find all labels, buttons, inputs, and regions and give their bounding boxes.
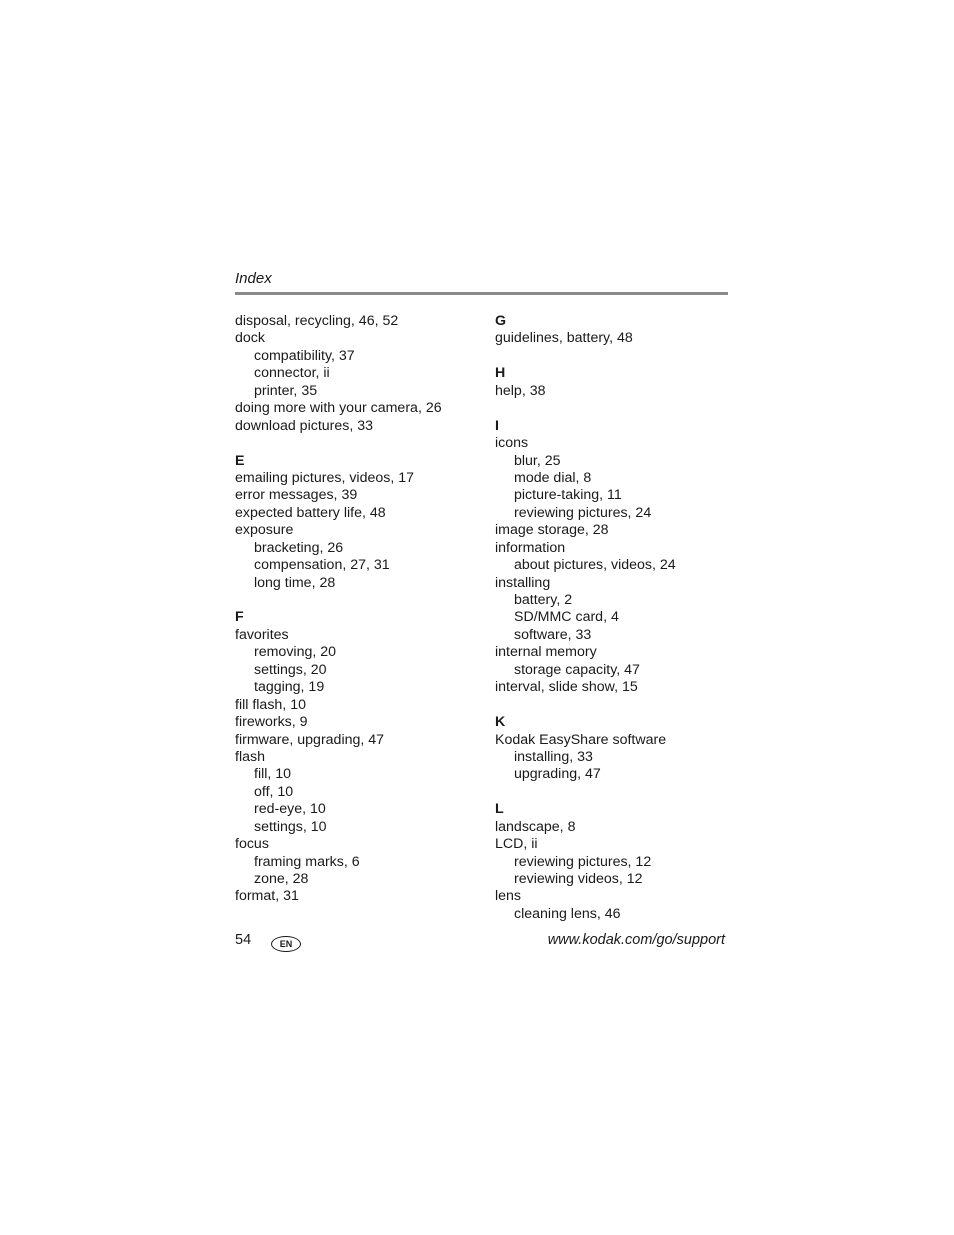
page-number: 54 (235, 932, 252, 948)
index-letter-heading: F (235, 609, 244, 626)
index-entry: installing (495, 574, 551, 591)
header-divider (235, 292, 728, 295)
index-column-right (495, 313, 735, 923)
index-spacer (235, 592, 485, 609)
index-subentry: removing, 20 (254, 644, 337, 661)
index-subentry: off, 10 (254, 783, 294, 800)
index-entry: fill flash, 10 (235, 696, 306, 713)
index-entry: landscape, 8 (495, 818, 576, 835)
index-subentry: about pictures, videos, 24 (514, 557, 676, 574)
index-entry: focus (235, 836, 269, 853)
index-entry: internal memory (495, 644, 597, 661)
index-entry: Kodak EasyShare software (495, 731, 667, 748)
index-subentry: long time, 28 (254, 574, 336, 591)
index-subentry: printer, 35 (254, 382, 318, 399)
index-subentry: fill, 10 (254, 766, 292, 783)
index-letter-heading: I (495, 417, 499, 434)
index-subentry: reviewing pictures, 24 (514, 504, 652, 521)
page-header-title: Index (235, 270, 272, 287)
index-letter-heading: E (235, 452, 245, 469)
index-subentry: settings, 10 (254, 818, 327, 835)
index-subentry: SD/MMC card, 4 (514, 609, 619, 626)
index-entry: flash (235, 748, 265, 765)
index-subentry: bracketing, 26 (254, 539, 344, 556)
index-subentry: compatibility, 37 (254, 347, 355, 364)
index-entry: LCD, ii (495, 836, 538, 853)
index-subentry: reviewing pictures, 12 (514, 853, 652, 870)
index-entry: dock (235, 330, 265, 347)
index-entry: image storage, 28 (495, 522, 609, 539)
index-subentry: compensation, 27, 31 (254, 557, 390, 574)
index-subentry: installing, 33 (514, 748, 593, 765)
index-spacer (495, 348, 735, 365)
index-entry: expected battery life, 48 (235, 504, 386, 521)
index-subentry: software, 33 (514, 626, 592, 643)
index-subentry: storage capacity, 47 (514, 661, 640, 678)
index-entry: emailing pictures, videos, 17 (235, 469, 415, 486)
index-entry: download pictures, 33 (235, 417, 374, 434)
index-subentry: reviewing videos, 12 (514, 871, 643, 887)
index-entry: error messages, 39 (235, 487, 358, 504)
index-subentry: red-eye, 10 (254, 801, 326, 818)
index-spacer (235, 435, 485, 452)
index-subentry: tagging, 19 (254, 679, 325, 696)
index-subentry: upgrading, 47 (514, 766, 601, 783)
index-entry: interval, slide show, 15 (495, 679, 638, 696)
index-entry: favorites (235, 626, 289, 643)
index-subentry: blur, 25 (514, 452, 561, 469)
index-subentry: picture-taking, 11 (514, 487, 622, 504)
index-entry: firmware, upgrading, 47 (235, 731, 385, 748)
index-letter-heading: L (495, 801, 504, 818)
index-letter-heading: K (495, 714, 506, 731)
index-entry: help, 38 (495, 382, 546, 399)
index-entry: lens (495, 888, 522, 905)
index-column-left (235, 313, 485, 906)
index-entry: disposal, recycling, 46, 52 (235, 313, 399, 329)
index-spacer (495, 697, 735, 714)
index-entry: icons (495, 435, 529, 452)
index-subentry: framing marks, 6 (254, 853, 360, 870)
index-spacer (495, 784, 735, 801)
index-subentry: zone, 28 (254, 871, 309, 887)
index-entry: doing more with your camera, 26 (235, 400, 442, 417)
index-subentry: cleaning lens, 46 (514, 905, 621, 922)
language-badge: EN (271, 936, 301, 952)
index-subentry: mode dial, 8 (514, 469, 592, 486)
index-entry: exposure (235, 522, 294, 539)
index-entry: guidelines, battery, 48 (495, 330, 633, 347)
index-subentry: settings, 20 (254, 661, 327, 678)
index-spacer (495, 400, 735, 417)
index-subentry: battery, 2 (514, 592, 573, 608)
index-subentry: connector, ii (254, 365, 330, 382)
index-entry: information (495, 539, 566, 556)
index-letter-heading: G (495, 313, 507, 329)
index-entry: fireworks, 9 (235, 714, 308, 731)
index-entry: format, 31 (235, 888, 299, 905)
support-url: www.kodak.com/go/support (547, 932, 725, 948)
index-letter-heading: H (495, 365, 506, 382)
